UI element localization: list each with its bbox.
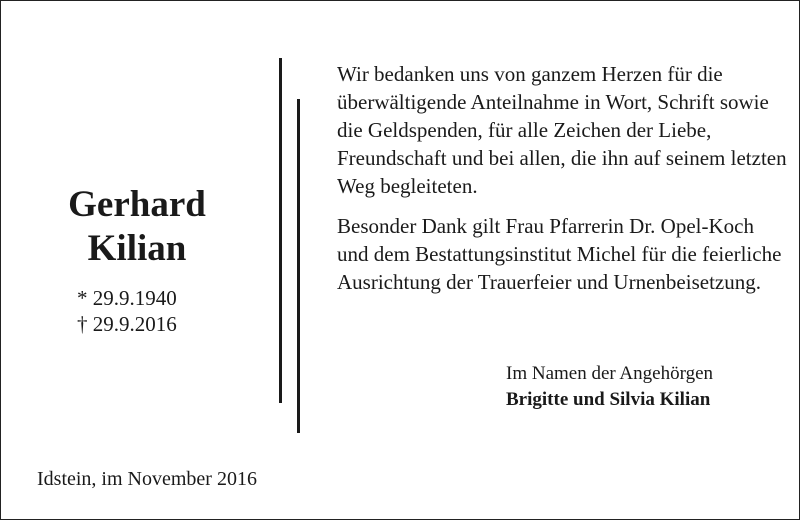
- birth-date: * 29.9.1940: [77, 286, 177, 310]
- death-date: † 29.9.2016: [77, 312, 177, 336]
- thanks-paragraph: Wir bedanken uns von ganzem Herzen für die überwältigende Anteilnahme in Wort, Schrift sowie die Geldspenden, für alle Zeichen der Liebe, Freundschaft und bei allen, die ihn auf seinem letzten Weg begleiteten.: [337, 62, 787, 198]
- deceased-first-name: Gerhard: [68, 184, 206, 225]
- divider-line-right: [297, 99, 300, 433]
- place-date: Idstein, im November 2016: [37, 468, 257, 490]
- life-dates: [77, 285, 177, 337]
- deceased-last-name: Kilian: [87, 228, 187, 269]
- signature-intro: Im Namen der Angehörgen: [506, 363, 714, 384]
- signature-block: [506, 361, 713, 413]
- special-thanks-paragraph: Besonder Dank gilt Frau Pfarrerin Dr. Opel-Koch und dem Bestattungsinstitut Michel für die feierliche Ausrichtung der Trauerfeier und Urnenbeisetzung.: [337, 214, 782, 294]
- signature-names: Brigitte und Silvia Kilian: [506, 389, 711, 410]
- deceased-name: [37, 183, 237, 271]
- divider-line-left: [279, 58, 282, 403]
